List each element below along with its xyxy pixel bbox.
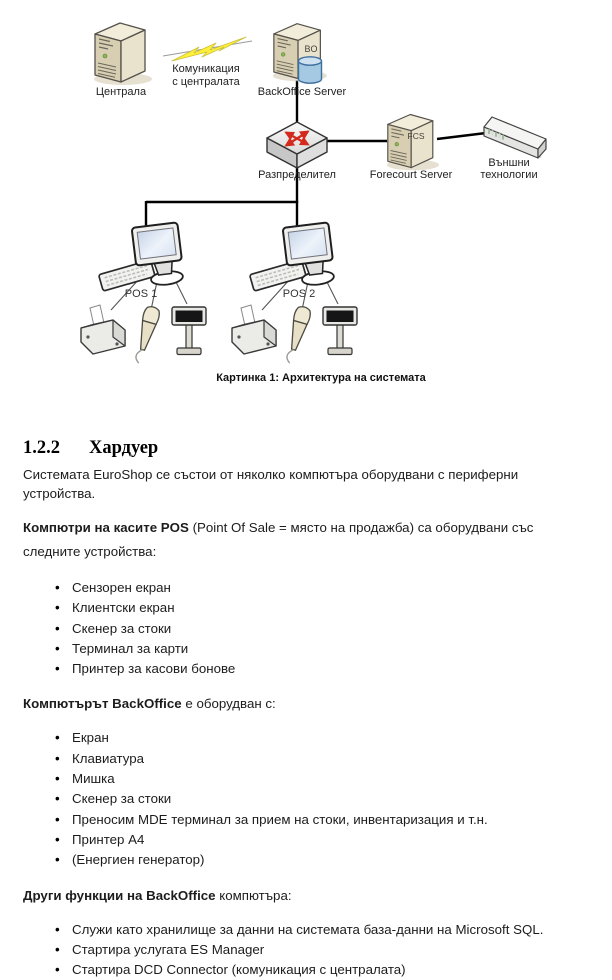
pos-lead-bold: Компютри на касите POS	[23, 520, 189, 535]
pos2-label: POS 2	[282, 288, 316, 300]
intro-paragraph: Системата EuroShop се състои от няколко компютъра оборудвани с периферни устройства.	[23, 467, 519, 501]
forecourt-server-icon	[387, 115, 439, 171]
link-label-line1: Комуникация	[172, 63, 240, 75]
forecourt-server-label: Forecourt Server	[369, 169, 453, 181]
central-server-label: Централа	[95, 86, 147, 98]
external-label-line2: технологии	[480, 169, 538, 181]
list-item: • Скенер за стоки	[72, 619, 590, 639]
backoffice-lead-paragraph	[23, 692, 590, 716]
list-item: • Принтер за касови бонове	[72, 659, 590, 679]
list-item: • Скенер за стоки	[72, 789, 590, 809]
backoffice-badge: BO	[304, 44, 318, 54]
list-item: • (Енергиен генератор)	[72, 850, 590, 870]
switch-label: Разпределител	[258, 169, 336, 181]
list-item: • Принтер A4	[72, 830, 590, 850]
functions-lead-bold: Други функции на BackOffice	[23, 887, 216, 903]
functions-lead-rest: компютъра:	[215, 887, 292, 903]
figure-caption: Картинка 1: Архитектура на системата	[216, 372, 426, 384]
architecture-diagram	[0, 0, 612, 366]
pos-lead-rest: (Point Of Sale = място на продажба) са оборудвани със следните устройства:	[23, 520, 534, 559]
backoffice-functions-list	[23, 920, 590, 980]
backoffice-lead-rest: е оборудван с:	[181, 696, 276, 712]
section-content	[0, 437, 612, 980]
list-item: • Стартира DCD Connector (комуникация с централата)	[72, 960, 590, 980]
list-item: • Екран	[72, 728, 590, 748]
pos-devices-list	[23, 578, 590, 679]
external-label-line1: Външни	[488, 157, 530, 169]
database-cylinder-icon	[299, 57, 322, 83]
backoffice-server-label: BackOffice Server	[257, 86, 347, 98]
list-item: • Стартира услугата ES Manager	[72, 940, 590, 960]
section-title: Хардуер	[89, 438, 159, 458]
switch-icon	[267, 122, 327, 168]
pos-lead-paragraph	[23, 516, 590, 564]
section-number: 1.2.2	[23, 438, 60, 458]
link-label-line2: с централата	[172, 76, 240, 88]
section-heading	[23, 437, 590, 459]
backoffice-lead-bold: Компютърът BackOffice	[23, 696, 182, 712]
list-item: • Сензорен екран	[72, 578, 590, 598]
list-item: • Служи като хранилище за данни на системата база-данни на Microsoft SQL.	[72, 920, 590, 940]
list-item: • Мишка	[72, 769, 590, 789]
backoffice-server-icon	[273, 24, 327, 84]
list-item: • Преносим MDE терминал за прием на стоки, инвентаризация и т.н.	[72, 810, 590, 830]
backoffice-devices-list	[23, 728, 590, 870]
forecourt-badge: FCS	[407, 131, 425, 141]
list-item: • Терминал за карти	[72, 639, 590, 659]
external-device-icon	[484, 117, 546, 158]
functions-lead-paragraph	[23, 884, 590, 908]
lightning-icon	[163, 37, 252, 61]
list-item: • Клавиатура	[72, 749, 590, 769]
central-server-icon	[94, 23, 152, 85]
list-item: • Клиентски екран	[72, 598, 590, 618]
pos1-label: POS 1	[124, 288, 158, 300]
